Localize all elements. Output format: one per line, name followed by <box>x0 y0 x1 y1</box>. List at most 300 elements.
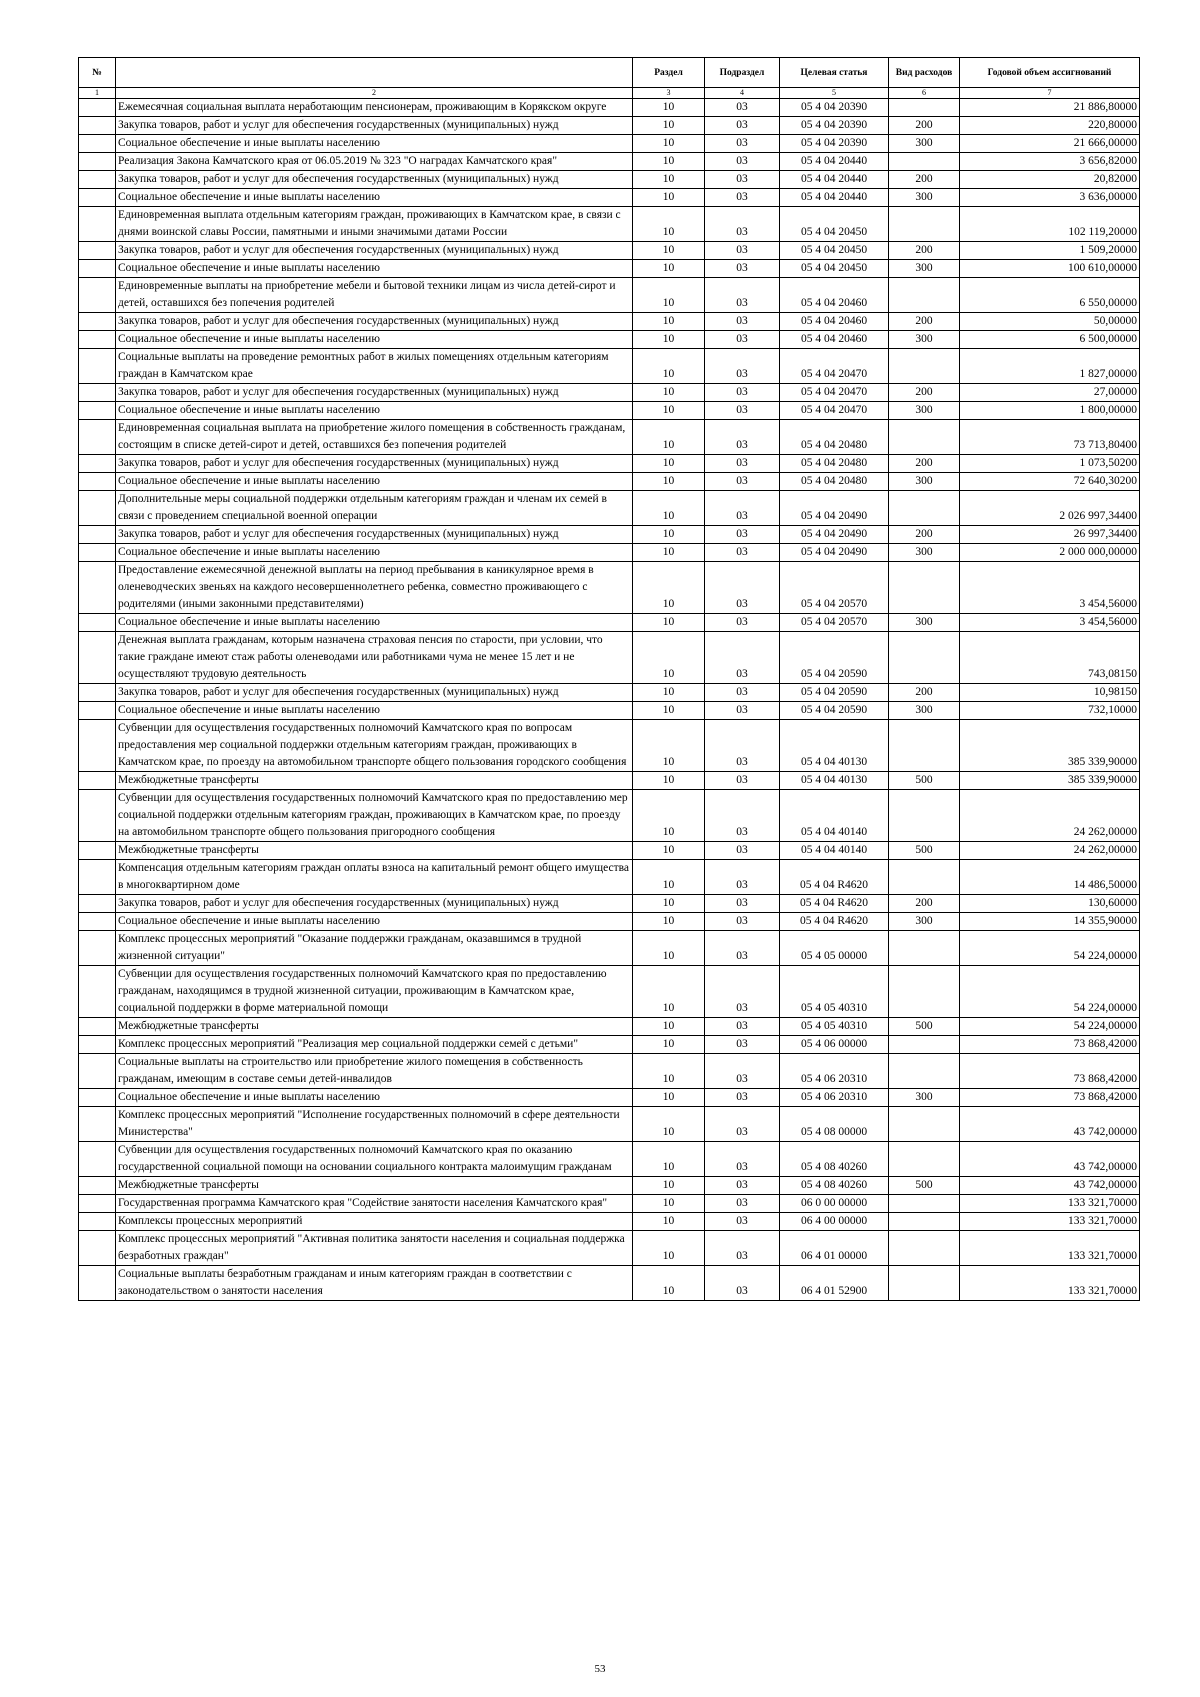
expense-type-cell: 200 <box>889 313 960 331</box>
table-row <box>79 632 1140 684</box>
subsection-cell: 03 <box>705 860 780 895</box>
table-row <box>79 1036 1140 1054</box>
table-row <box>79 1107 1140 1142</box>
expense-type-cell: 200 <box>889 526 960 544</box>
table-row <box>79 491 1140 526</box>
subsection-cell: 03 <box>705 1142 780 1177</box>
section-cell: 10 <box>633 349 705 384</box>
expense-type-cell: 300 <box>889 544 960 562</box>
target-article-cell: 05 4 04 20440 <box>780 171 889 189</box>
row-number-cell <box>79 562 116 614</box>
amount-cell: 130,60000 <box>960 895 1140 913</box>
expense-type-cell: 200 <box>889 384 960 402</box>
target-article-cell: 06 0 00 00000 <box>780 1195 889 1213</box>
amount-cell: 220,80000 <box>960 117 1140 135</box>
subsection-cell: 03 <box>705 684 780 702</box>
table-row <box>79 1018 1140 1036</box>
subsection-cell: 03 <box>705 278 780 313</box>
item-name-cell: Единовременная выплата отдельным категориям граждан, проживающих в Камчатском крае, в связи с днями воинской славы России, памятными и иными значимыми датами России <box>116 207 633 242</box>
item-name-cell: Денежная выплата гражданам, которым назначена страховая пенсия по старости, при условии, что такие граждане имеют стаж работы оленеводами или работниками чума не менее 15 лет и не осуществляют трудовую деятельность <box>116 632 633 684</box>
item-name-cell: Социальное обеспечение и иные выплаты населению <box>116 331 633 349</box>
column-number-row <box>79 88 1140 99</box>
section-cell: 10 <box>633 526 705 544</box>
subsection-cell: 03 <box>705 402 780 420</box>
subsection-cell: 03 <box>705 772 780 790</box>
table-row <box>79 1089 1140 1107</box>
target-article-cell: 05 4 04 20470 <box>780 349 889 384</box>
section-cell: 10 <box>633 331 705 349</box>
item-name-cell: Единовременная социальная выплата на приобретение жилого помещения в собственность гражданам, состоящим в списке детей-сирот и детей, оставшихся без попечения родителей <box>116 420 633 455</box>
target-article-cell: 06 4 00 00000 <box>780 1213 889 1231</box>
expense-type-cell: 500 <box>889 1177 960 1195</box>
target-article-cell: 05 4 06 00000 <box>780 1036 889 1054</box>
subsection-cell: 03 <box>705 242 780 260</box>
expense-type-cell: 500 <box>889 842 960 860</box>
subsection-cell: 03 <box>705 455 780 473</box>
section-cell: 10 <box>633 562 705 614</box>
item-name-cell: Комплекс процессных мероприятий "Оказание поддержки гражданам, оказавшимся в трудной жизненной ситуации" <box>116 931 633 966</box>
table-row <box>79 473 1140 491</box>
table-row <box>79 117 1140 135</box>
subsection-cell: 03 <box>705 171 780 189</box>
target-article-cell: 05 4 04 20390 <box>780 117 889 135</box>
section-cell: 10 <box>633 171 705 189</box>
subsection-cell: 03 <box>705 842 780 860</box>
row-number-cell <box>79 135 116 153</box>
row-number-cell <box>79 1177 116 1195</box>
amount-cell: 43 742,00000 <box>960 1107 1140 1142</box>
subsection-cell: 03 <box>705 117 780 135</box>
target-article-cell: 05 4 04 20450 <box>780 207 889 242</box>
subsection-cell: 03 <box>705 632 780 684</box>
target-article-cell: 05 4 04 20390 <box>780 135 889 153</box>
row-number-cell <box>79 420 116 455</box>
amount-cell: 133 321,70000 <box>960 1266 1140 1301</box>
item-name-cell: Межбюджетные трансферты <box>116 1018 633 1036</box>
row-number-cell <box>79 966 116 1018</box>
section-cell: 10 <box>633 1107 705 1142</box>
expense-type-cell: 200 <box>889 684 960 702</box>
table-row <box>79 99 1140 117</box>
row-number-cell <box>79 1107 116 1142</box>
item-name-cell: Межбюджетные трансферты <box>116 772 633 790</box>
section-cell: 10 <box>633 842 705 860</box>
item-name-cell: Субвенции для осуществления государственных полномочий Камчатского края по вопросам предоставления мер социальной поддержки отдельным категориям граждан, проживающих в Камчатском крае, по проезду на автомобильном транспорте общего пользования городского сообщения <box>116 720 633 772</box>
item-name-cell: Социальное обеспечение и иные выплаты населению <box>116 702 633 720</box>
item-name-cell: Закупка товаров, работ и услуг для обеспечения государственных (муниципальных) нужд <box>116 313 633 331</box>
section-cell: 10 <box>633 772 705 790</box>
amount-cell: 14 355,90000 <box>960 913 1140 931</box>
section-cell: 10 <box>633 153 705 171</box>
subsection-cell: 03 <box>705 491 780 526</box>
subsection-cell: 03 <box>705 1177 780 1195</box>
amount-cell: 72 640,30200 <box>960 473 1140 491</box>
expense-type-cell <box>889 491 960 526</box>
header-expense-type: Вид расходов <box>889 58 960 88</box>
row-number-cell <box>79 1195 116 1213</box>
amount-cell: 73 868,42000 <box>960 1036 1140 1054</box>
table-row <box>79 1213 1140 1231</box>
row-number-cell <box>79 455 116 473</box>
expense-type-cell <box>889 1195 960 1213</box>
expense-type-cell: 200 <box>889 895 960 913</box>
item-name-cell: Комплекс процессных мероприятий "Реализация мер социальной поддержки семей с детьми" <box>116 1036 633 1054</box>
item-name-cell: Социальные выплаты на строительство или приобретение жилого помещения в собственность гражданам, имеющим в составе семьи детей-инвалидов <box>116 1054 633 1089</box>
column-number: 5 <box>780 88 889 99</box>
header-num: № <box>79 58 116 88</box>
item-name-cell: Межбюджетные трансферты <box>116 842 633 860</box>
item-name-cell: Закупка товаров, работ и услуг для обеспечения государственных (муниципальных) нужд <box>116 455 633 473</box>
amount-cell: 6 550,00000 <box>960 278 1140 313</box>
table-row <box>79 420 1140 455</box>
table-row <box>79 455 1140 473</box>
subsection-cell: 03 <box>705 526 780 544</box>
amount-cell: 27,00000 <box>960 384 1140 402</box>
target-article-cell: 05 4 04 20490 <box>780 526 889 544</box>
target-article-cell: 05 4 04 20440 <box>780 153 889 171</box>
subsection-cell: 03 <box>705 614 780 632</box>
amount-cell: 133 321,70000 <box>960 1213 1140 1231</box>
target-article-cell: 05 4 04 R4620 <box>780 860 889 895</box>
section-cell: 10 <box>633 99 705 117</box>
row-number-cell <box>79 384 116 402</box>
subsection-cell: 03 <box>705 931 780 966</box>
column-number: 1 <box>79 88 116 99</box>
row-number-cell <box>79 1018 116 1036</box>
row-number-cell <box>79 473 116 491</box>
row-number-cell <box>79 242 116 260</box>
subsection-cell: 03 <box>705 473 780 491</box>
target-article-cell: 05 4 04 20460 <box>780 331 889 349</box>
section-cell: 10 <box>633 1054 705 1089</box>
section-cell: 10 <box>633 632 705 684</box>
target-article-cell: 05 4 04 20390 <box>780 99 889 117</box>
section-cell: 10 <box>633 207 705 242</box>
item-name-cell: Социальное обеспечение и иные выплаты населению <box>116 189 633 207</box>
subsection-cell: 03 <box>705 1107 780 1142</box>
subsection-cell: 03 <box>705 1266 780 1301</box>
amount-cell: 3 454,56000 <box>960 562 1140 614</box>
expense-type-cell: 300 <box>889 402 960 420</box>
target-article-cell: 05 4 04 R4620 <box>780 913 889 931</box>
table-row <box>79 1266 1140 1301</box>
expense-type-cell: 300 <box>889 473 960 491</box>
expense-type-cell <box>889 349 960 384</box>
subsection-cell: 03 <box>705 99 780 117</box>
subsection-cell: 03 <box>705 260 780 278</box>
expense-type-cell <box>889 1036 960 1054</box>
expense-type-cell <box>889 420 960 455</box>
item-name-cell: Реализация Закона Камчатского края от 06.05.2019 № 323 "О наградах Камчатского края" <box>116 153 633 171</box>
table-row <box>79 966 1140 1018</box>
row-number-cell <box>79 526 116 544</box>
item-name-cell: Социальное обеспечение и иные выплаты населению <box>116 260 633 278</box>
section-cell: 10 <box>633 702 705 720</box>
table-row <box>79 614 1140 632</box>
item-name-cell: Закупка товаров, работ и услуг для обеспечения государственных (муниципальных) нужд <box>116 684 633 702</box>
section-cell: 10 <box>633 720 705 772</box>
subsection-cell: 03 <box>705 1036 780 1054</box>
row-number-cell <box>79 790 116 842</box>
expense-type-cell: 300 <box>889 331 960 349</box>
table-row <box>79 171 1140 189</box>
row-number-cell <box>79 117 116 135</box>
subsection-cell: 03 <box>705 313 780 331</box>
target-article-cell: 05 4 04 20450 <box>780 260 889 278</box>
item-name-cell: Социальные выплаты безработным гражданам и иным категориям граждан в соответствии с законодательством о занятости населения <box>116 1266 633 1301</box>
section-cell: 10 <box>633 895 705 913</box>
table-row <box>79 1142 1140 1177</box>
subsection-cell: 03 <box>705 349 780 384</box>
item-name-cell: Комплекс процессных мероприятий "Активная политика занятости населения и социальная поддержка безработных граждан" <box>116 1231 633 1266</box>
section-cell: 10 <box>633 544 705 562</box>
item-name-cell: Комплекс процессных мероприятий "Исполнение государственных полномочий в сфере деятельности Министерства" <box>116 1107 633 1142</box>
row-number-cell <box>79 349 116 384</box>
item-name-cell: Закупка товаров, работ и услуг для обеспечения государственных (муниципальных) нужд <box>116 895 633 913</box>
amount-cell: 73 868,42000 <box>960 1089 1140 1107</box>
subsection-cell: 03 <box>705 1089 780 1107</box>
amount-cell: 1 509,20000 <box>960 242 1140 260</box>
target-article-cell: 05 4 04 40140 <box>780 842 889 860</box>
section-cell: 10 <box>633 1142 705 1177</box>
row-number-cell <box>79 260 116 278</box>
table-row <box>79 562 1140 614</box>
row-number-cell <box>79 278 116 313</box>
section-cell: 10 <box>633 313 705 331</box>
row-number-cell <box>79 684 116 702</box>
expense-type-cell: 500 <box>889 1018 960 1036</box>
expense-type-cell: 200 <box>889 455 960 473</box>
expense-type-cell: 300 <box>889 135 960 153</box>
amount-cell: 10,98150 <box>960 684 1140 702</box>
row-number-cell <box>79 614 116 632</box>
target-article-cell: 05 4 04 20470 <box>780 384 889 402</box>
target-article-cell: 05 4 04 20460 <box>780 313 889 331</box>
subsection-cell: 03 <box>705 135 780 153</box>
expense-type-cell <box>889 931 960 966</box>
table-row <box>79 349 1140 384</box>
item-name-cell: Закупка товаров, работ и услуг для обеспечения государственных (муниципальных) нужд <box>116 384 633 402</box>
section-cell: 10 <box>633 420 705 455</box>
section-cell: 10 <box>633 384 705 402</box>
row-number-cell <box>79 1089 116 1107</box>
section-cell: 10 <box>633 473 705 491</box>
subsection-cell: 03 <box>705 895 780 913</box>
subsection-cell: 03 <box>705 1195 780 1213</box>
target-article-cell: 05 4 04 20570 <box>780 562 889 614</box>
item-name-cell: Закупка товаров, работ и услуг для обеспечения государственных (муниципальных) нужд <box>116 117 633 135</box>
amount-cell: 43 742,00000 <box>960 1177 1140 1195</box>
expense-type-cell: 300 <box>889 614 960 632</box>
amount-cell: 54 224,00000 <box>960 931 1140 966</box>
item-name-cell: Субвенции для осуществления государственных полномочий Камчатского края по предоставлению мер социальной поддержки отдельным категориям граждан, проживающих в Камчатском крае, по проезду на автомобильном транспорте общего пользования пригородного сообщения <box>116 790 633 842</box>
item-name-cell: Субвенции для осуществления государственных полномочий Камчатского края по оказанию государственной социальной помощи на основании социального контракта малоимущим гражданам <box>116 1142 633 1177</box>
amount-cell: 100 610,00000 <box>960 260 1140 278</box>
item-name-cell: Закупка товаров, работ и услуг для обеспечения государственных (муниципальных) нужд <box>116 526 633 544</box>
target-article-cell: 05 4 04 20590 <box>780 632 889 684</box>
table-body <box>79 99 1140 1301</box>
subsection-cell: 03 <box>705 913 780 931</box>
header-subsection: Подраздел <box>705 58 780 88</box>
item-name-cell: Компенсация отдельным категориям граждан оплаты взноса на капитальный ремонт общего имущества в многоквартирном доме <box>116 860 633 895</box>
row-number-cell <box>79 913 116 931</box>
target-article-cell: 05 4 04 20440 <box>780 189 889 207</box>
section-cell: 10 <box>633 1231 705 1266</box>
subsection-cell: 03 <box>705 720 780 772</box>
expense-type-cell: 300 <box>889 260 960 278</box>
amount-cell: 102 119,20000 <box>960 207 1140 242</box>
item-name-cell: Единовременные выплаты на приобретение мебели и бытовой техники лицам из числа детей-сирот и детей, оставшихся без попечения родителей <box>116 278 633 313</box>
target-article-cell: 05 4 04 R4620 <box>780 895 889 913</box>
row-number-cell <box>79 720 116 772</box>
table-row <box>79 1054 1140 1089</box>
subsection-cell: 03 <box>705 420 780 455</box>
row-number-cell <box>79 931 116 966</box>
amount-cell: 21 666,00000 <box>960 135 1140 153</box>
target-article-cell: 05 4 04 20480 <box>780 420 889 455</box>
item-name-cell: Дополнительные меры социальной поддержки отдельным категориям граждан и членам их семей в связи с проведением специальной военной операции <box>116 491 633 526</box>
target-article-cell: 06 4 01 00000 <box>780 1231 889 1266</box>
target-article-cell: 05 4 06 20310 <box>780 1054 889 1089</box>
table-row <box>79 790 1140 842</box>
row-number-cell <box>79 1213 116 1231</box>
subsection-cell: 03 <box>705 790 780 842</box>
amount-cell: 385 339,90000 <box>960 772 1140 790</box>
budget-table <box>78 57 1140 1301</box>
table-row <box>79 313 1140 331</box>
item-name-cell: Субвенции для осуществления государственных полномочий Камчатского края по предоставлению гражданам, находящимся в трудной жизненной ситуации, проживающим в Камчатском крае, социальной поддержки в форме материальной помощи <box>116 966 633 1018</box>
column-number: 4 <box>705 88 780 99</box>
item-name-cell: Закупка товаров, работ и услуг для обеспечения государственных (муниципальных) нужд <box>116 242 633 260</box>
row-number-cell <box>79 153 116 171</box>
section-cell: 10 <box>633 1213 705 1231</box>
subsection-cell: 03 <box>705 153 780 171</box>
expense-type-cell: 300 <box>889 1089 960 1107</box>
expense-type-cell <box>889 1142 960 1177</box>
amount-cell: 3 636,00000 <box>960 189 1140 207</box>
target-article-cell: 05 4 05 00000 <box>780 931 889 966</box>
target-article-cell: 05 4 06 20310 <box>780 1089 889 1107</box>
item-name-cell: Социальное обеспечение и иные выплаты населению <box>116 614 633 632</box>
header-row <box>79 58 1140 88</box>
section-cell: 10 <box>633 860 705 895</box>
target-article-cell: 05 4 04 20470 <box>780 402 889 420</box>
table-row <box>79 544 1140 562</box>
table-row <box>79 772 1140 790</box>
row-number-cell <box>79 313 116 331</box>
amount-cell: 54 224,00000 <box>960 1018 1140 1036</box>
amount-cell: 21 886,80000 <box>960 99 1140 117</box>
target-article-cell: 05 4 04 20490 <box>780 491 889 526</box>
header-amount: Годовой объем ассигнований <box>960 58 1140 88</box>
target-article-cell: 05 4 08 00000 <box>780 1107 889 1142</box>
item-name-cell: Социальное обеспечение и иные выплаты населению <box>116 1089 633 1107</box>
item-name-cell: Предоставление ежемесячной денежной выплаты на период пребывания в каникулярное время в оленеводческих звеньях на каждого несовершеннолетнего ребенка, совместно проживающего с родителями (иными законными представителями) <box>116 562 633 614</box>
expense-type-cell <box>889 1054 960 1089</box>
header-target: Целевая статья <box>780 58 889 88</box>
table-row <box>79 135 1140 153</box>
expense-type-cell <box>889 632 960 684</box>
amount-cell: 133 321,70000 <box>960 1195 1140 1213</box>
table-row <box>79 1177 1140 1195</box>
expense-type-cell: 500 <box>889 772 960 790</box>
subsection-cell: 03 <box>705 384 780 402</box>
amount-cell: 6 500,00000 <box>960 331 1140 349</box>
expense-type-cell <box>889 966 960 1018</box>
section-cell: 10 <box>633 684 705 702</box>
table-row <box>79 720 1140 772</box>
row-number-cell <box>79 171 116 189</box>
target-article-cell: 05 4 04 20590 <box>780 702 889 720</box>
target-article-cell: 05 4 08 40260 <box>780 1177 889 1195</box>
row-number-cell <box>79 632 116 684</box>
subsection-cell: 03 <box>705 966 780 1018</box>
section-cell: 10 <box>633 491 705 526</box>
row-number-cell <box>79 99 116 117</box>
expense-type-cell <box>889 1107 960 1142</box>
target-article-cell: 05 4 04 20490 <box>780 544 889 562</box>
amount-cell: 24 262,00000 <box>960 842 1140 860</box>
item-name-cell: Межбюджетные трансферты <box>116 1177 633 1195</box>
column-number: 6 <box>889 88 960 99</box>
section-cell: 10 <box>633 117 705 135</box>
table-row <box>79 860 1140 895</box>
row-number-cell <box>79 1231 116 1266</box>
table-row <box>79 331 1140 349</box>
expense-type-cell <box>889 278 960 313</box>
expense-type-cell <box>889 99 960 117</box>
expense-type-cell: 200 <box>889 117 960 135</box>
row-number-cell <box>79 544 116 562</box>
row-number-cell <box>79 772 116 790</box>
row-number-cell <box>79 1142 116 1177</box>
row-number-cell <box>79 331 116 349</box>
table-row <box>79 278 1140 313</box>
amount-cell: 73 868,42000 <box>960 1054 1140 1089</box>
item-name-cell: Социальное обеспечение и иные выплаты населению <box>116 544 633 562</box>
section-cell: 10 <box>633 614 705 632</box>
section-cell: 10 <box>633 242 705 260</box>
section-cell: 10 <box>633 189 705 207</box>
section-cell: 10 <box>633 913 705 931</box>
target-article-cell: 05 4 04 20480 <box>780 473 889 491</box>
target-article-cell: 05 4 04 20570 <box>780 614 889 632</box>
expense-type-cell <box>889 860 960 895</box>
expense-type-cell <box>889 562 960 614</box>
section-cell: 10 <box>633 1195 705 1213</box>
target-article-cell: 05 4 04 40130 <box>780 772 889 790</box>
expense-type-cell: 300 <box>889 189 960 207</box>
target-article-cell: 05 4 04 20450 <box>780 242 889 260</box>
header-section: Раздел <box>633 58 705 88</box>
row-number-cell <box>79 207 116 242</box>
target-article-cell: 05 4 05 40310 <box>780 966 889 1018</box>
amount-cell: 43 742,00000 <box>960 1142 1140 1177</box>
section-cell: 10 <box>633 260 705 278</box>
subsection-cell: 03 <box>705 702 780 720</box>
subsection-cell: 03 <box>705 1231 780 1266</box>
row-number-cell <box>79 189 116 207</box>
table-row <box>79 189 1140 207</box>
amount-cell: 54 224,00000 <box>960 966 1140 1018</box>
target-article-cell: 05 4 04 20590 <box>780 684 889 702</box>
expense-type-cell <box>889 153 960 171</box>
item-name-cell: Комплексы процессных мероприятий <box>116 1213 633 1231</box>
target-article-cell: 06 4 01 52900 <box>780 1266 889 1301</box>
expense-type-cell: 200 <box>889 171 960 189</box>
expense-type-cell: 300 <box>889 913 960 931</box>
amount-cell: 26 997,34400 <box>960 526 1140 544</box>
